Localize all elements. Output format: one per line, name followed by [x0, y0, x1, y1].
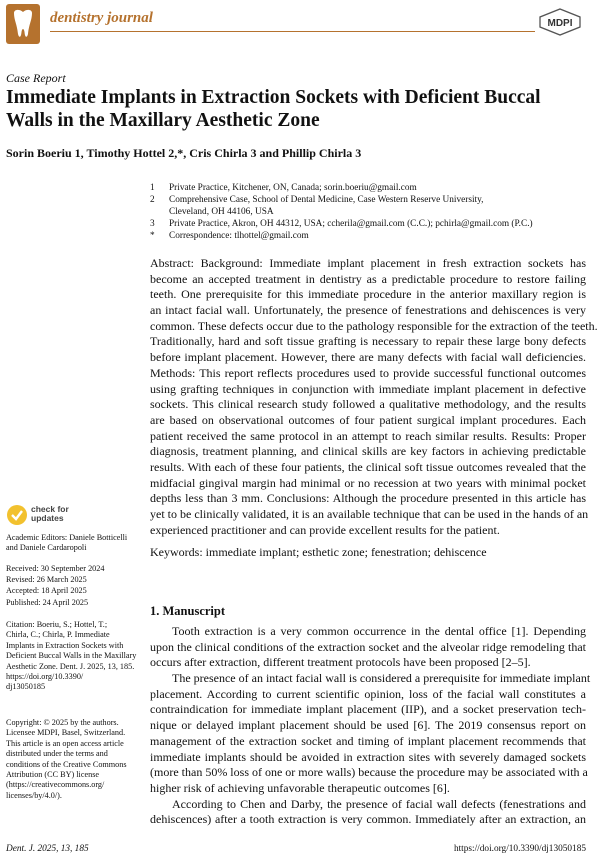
abstract-line: patient received the same protocol in an attempt to reach similar results. Results: Proper [150, 428, 586, 443]
abstract-line: results. With each of these four patients, the clinical soft tissue outcomes revealed that the [150, 459, 586, 474]
abstract-line: Abstract: Background: Immediate implant placement in fresh extraction sockets has [150, 256, 586, 270]
received-date: Received: 30 September 2024 [6, 564, 105, 573]
body-line: dehiscences) after a tooth extraction is very common. Immediately after an extraction, an [150, 812, 586, 827]
body-line: placement. According to current scientific opinion, loss of the facial wall constitutes a [150, 686, 586, 701]
abstract-line: using grafting techniques in conjunction with immediate implant placement in defective [150, 381, 586, 396]
tooth-logo-icon [6, 4, 40, 44]
copyright: Copyright: © 2025 by the authors. Licensee MDPI, Basel, Switzerland. This article is an open access article distributed under the terms and conditions of the Creative Commons Attribution (CC BY) license (https://creativecommons.org/ licenses/by/4.0/). [6, 718, 127, 800]
mdpi-logo-icon [538, 8, 582, 36]
body-line: contraindication for immediate implant placement (IIP), and a socket preservation tech- [150, 702, 586, 717]
academic-editors: Academic Editors: Daniele Botticelli and Daniele Cardaropoli [6, 533, 128, 553]
abstract-line: depths less than 3 mm. Conclusions: Although the procedure presented in this article has [150, 491, 586, 506]
title-line: Walls in the Maxillary Aesthetic Zone [6, 110, 320, 131]
footer-doi-link[interactable]: https://doi.org/10.3390/dj13050185 [453, 844, 586, 854]
abstract-line: Traditionally, hard and soft tissue grafting is necessary to repair these large bony defects [150, 334, 586, 349]
published-date: Published: 24 April 2025 [6, 597, 89, 607]
authors: Sorin Boeriu 1, Timothy Hottel 2,*, Cris Chirla 3 and Phillip Chirla 3 [6, 146, 362, 160]
check-for-updates-badge[interactable] [6, 502, 86, 528]
header-rule [50, 31, 535, 32]
body-line: immediate implants should be avoided in extraction sites with severely damaged sockets [150, 749, 586, 764]
check-updates-icon [6, 504, 28, 526]
body-line: upon the clinical conditions of the extraction socket and the alveolar ridge remodeling that [150, 639, 586, 654]
abstract-line: diagnosis, treatment planning, and clinical skills are key factors in achieving predictable [150, 444, 586, 459]
body-line: According to Chen and Darby, the presence of facial wall defects (fenestrations and [172, 796, 586, 811]
abstract-line: Methods: This report reflects procedures used to provide successful functional outcomes [150, 365, 586, 380]
title-line: Immediate Implants in Extraction Sockets with Deficient Buccal [6, 87, 541, 108]
accepted-date: Accepted: 18 April 2025 [6, 586, 87, 596]
body-line: nique or delayed implant placement should be used [6]. The 2019 consensus report on [150, 718, 586, 733]
abstract [150, 256, 598, 538]
abstract-line: teeth. One prerequisite for this immediate procedure in the anterior maxillary region is [150, 287, 586, 302]
abstract-line: before implant placement. However, there are many defects with facial wall deficiencies. [150, 350, 586, 365]
body-line: occurs after extraction, different treatment protocols have been proposed [2–5]. [150, 655, 531, 670]
article-title [6, 86, 586, 132]
section-heading: 1. Manuscript [150, 604, 225, 618]
dates [6, 563, 144, 608]
body-line: management of the extraction socket and timing of implant placement recommends that [150, 733, 586, 748]
body-line: (more than 50% loss of one or more walls) because the procedure may be associated with a [150, 765, 588, 780]
article-type: Case Report [6, 71, 66, 85]
revised-date: Revised: 26 March 2025 [6, 575, 87, 585]
publisher-name: MDPI [547, 18, 573, 29]
abstract-line: sockets. This clinical research study followed a qualitative methodology, and the results [150, 397, 586, 412]
body-line: Tooth extraction is a very common occurrence in the dental office [1]. Depending [172, 624, 586, 638]
keywords: Keywords: immediate implant; esthetic zone; fenestration; dehiscence [150, 545, 487, 559]
doi-link[interactable]: https://doi.org/10.3390/ [6, 672, 84, 682]
abstract-line: yet to be clinically validated, it is an available technique that can be used in the hands of an [150, 507, 589, 521]
abstract-line: common. These defects occur due to the pathology responsible for the extraction of the teeth. [150, 318, 598, 333]
abstract-line: are based on observational outcomes of four patient surgical implant procedures. Each [150, 412, 586, 427]
journal-name: dentistry journal [50, 10, 153, 26]
abstract-line: an intact facial wall. Unfortunately, the presence of fenestrations and dehiscences is very [150, 303, 586, 318]
body-line: higher risk of achieving unfavorable therapeutic outcomes [6]. [150, 780, 450, 795]
abstract-line: midfacial gingival margin had minimal or no recession at two years with minimal pocket [150, 475, 586, 490]
abstract-line: become an accepted treatment in dentistry as a predictable procedure to restore failing [150, 271, 586, 286]
citation: Citation: Boeriu, S.; Hottel, T.; Chirla, C.; Chirla, P. Immediate Implants in Extraction Sockets with Deficient Buccal Walls in the Maxillary Aesthetic Zone. Dent. J. 2025, 13, 185. https://doi.org/10.3390/ dj13050185 [6, 620, 144, 693]
abstract-line: experienced practitioner and can provide excellent results for the patient. [150, 522, 500, 537]
footer-journal-ref: Dent. J. 2025, 13, 185 [6, 844, 89, 854]
check-updates-label: check for updates [31, 504, 69, 523]
body-line: The presence of an intact facial wall is considered a prerequisite for immediate implant [172, 671, 591, 686]
body-text [150, 624, 591, 828]
